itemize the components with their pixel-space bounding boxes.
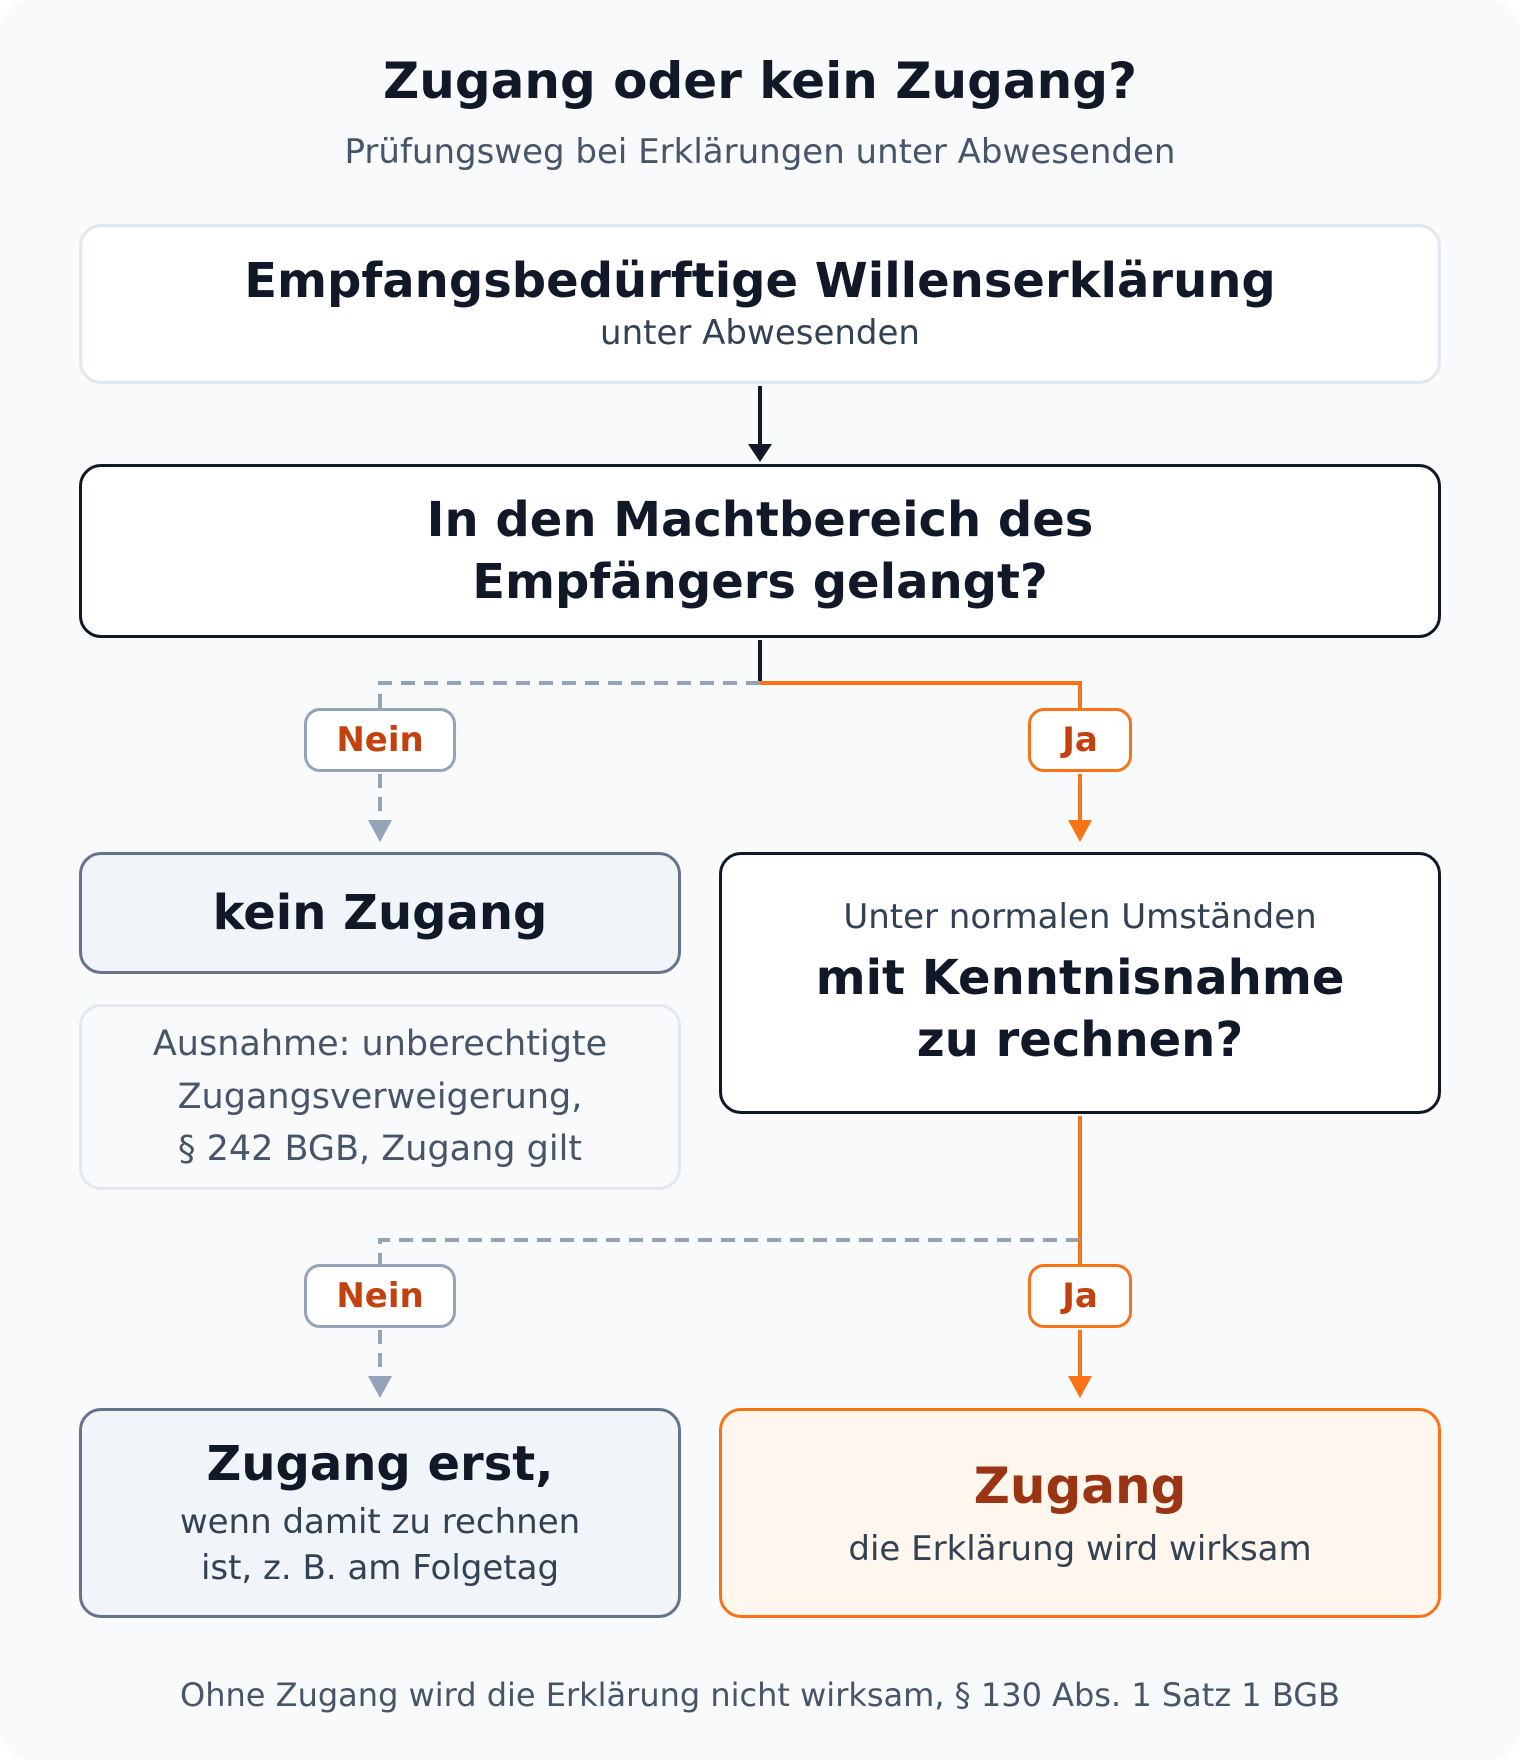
node-question2	[719, 852, 1441, 1114]
diagram-title: Zugang oder kein Zugang?	[382, 52, 1138, 110]
node-exception	[79, 1004, 681, 1190]
node-late-access-title: Zugang erst,	[206, 1436, 554, 1493]
node-exception-line1: Ausnahme: unberechtigte	[152, 1024, 608, 1065]
node-start	[79, 224, 1441, 384]
node-access	[719, 1408, 1441, 1618]
node-start-title: Empfangsbedürftige Willenserklärung	[244, 253, 1276, 310]
node-exception-line3: § 242 BGB, Zugang gilt	[177, 1129, 583, 1170]
node-access-title: Zugang	[973, 1456, 1187, 1515]
diagram-subtitle: Prüfungsweg bei Erklärungen unter Abwesenden	[344, 132, 1176, 172]
node-late-access-line1: wenn damit zu rechnen	[179, 1502, 581, 1543]
node-start-subtitle: unter Abwesenden	[600, 313, 920, 354]
arrowhead-ja2	[1068, 1376, 1092, 1398]
node-question2-line2: zu rechnen?	[916, 1011, 1244, 1068]
node-exception-line2: Zugangsverweigerung,	[177, 1076, 583, 1117]
connector-question1-nein	[380, 683, 760, 708]
node-no-access	[79, 852, 681, 974]
node-late-access-line2: ist, z. B. am Folgetag	[200, 1548, 560, 1588]
arrowhead-nein2	[368, 1376, 392, 1398]
node-question1	[79, 464, 1441, 638]
footer-note: Ohne Zugang wird die Erklärung nicht wirksam, § 130 Abs. 1 Satz 1 BGB	[180, 1676, 1340, 1714]
edge-label-nein-1: Nein	[304, 708, 456, 772]
arrowhead-ja1	[1068, 820, 1092, 842]
edge-label-ja-1: Ja	[1028, 708, 1132, 772]
node-question1-line2: Empfängers gelangt?	[472, 554, 1048, 610]
node-question2-line1: mit Kenntnisnahme	[815, 949, 1345, 1006]
connector-question1-ja	[760, 683, 1080, 708]
node-question2-intro: Unter normalen Umständen	[843, 896, 1317, 937]
arrowhead-nein1	[368, 820, 392, 842]
edge-label-ja-2: Ja	[1028, 1264, 1132, 1328]
edge-label-nein-2: Nein	[304, 1264, 456, 1328]
connector-question2-nein	[380, 1240, 1080, 1264]
node-access-subtitle: die Erklärung wird wirksam	[848, 1528, 1312, 1569]
arrowhead-start-to-question1	[748, 444, 772, 462]
node-no-access-title: kein Zugang	[212, 885, 548, 941]
node-question1-line1: In den Machtbereich des	[426, 491, 1094, 548]
node-late-access	[79, 1408, 681, 1618]
